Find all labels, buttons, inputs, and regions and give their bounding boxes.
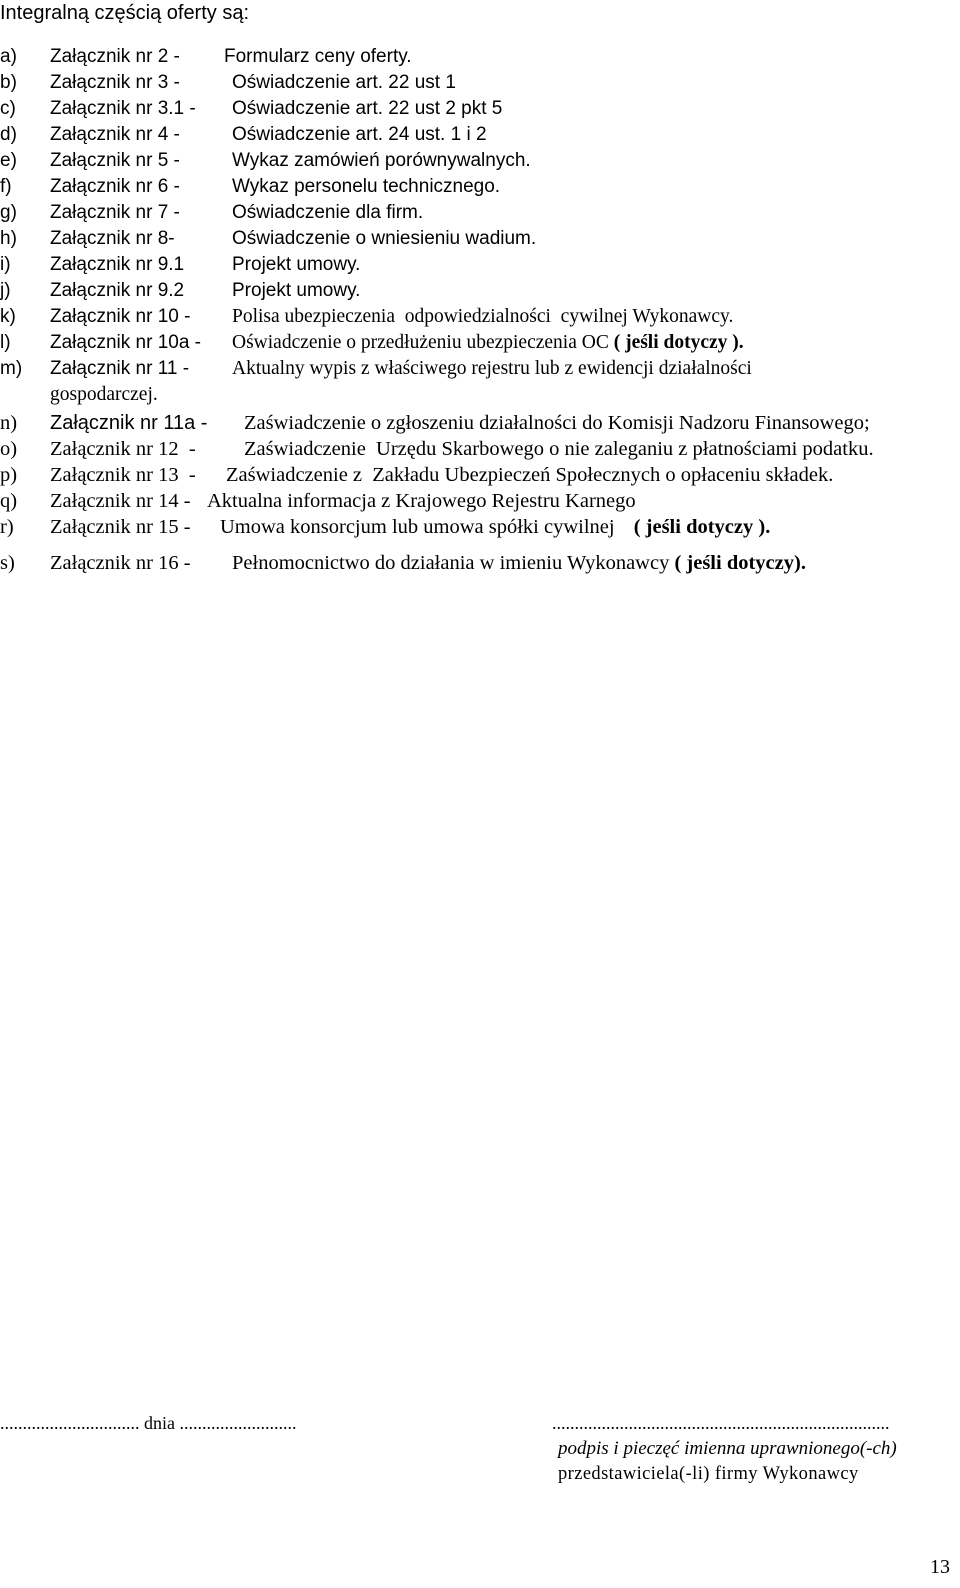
signature-line: ........................................................................... <box>552 1413 890 1433</box>
item-letter: c) <box>0 98 16 119</box>
item-letter: l) <box>0 332 11 353</box>
item-letter: a) <box>0 46 17 67</box>
item-letter: j) <box>0 280 11 301</box>
item-description: Polisa ubezpieczenia odpowiedzialności cywilnej Wykonawcy. <box>232 306 734 327</box>
item-label: Załącznik nr 10 - <box>50 306 191 327</box>
item-note: ( jeśli dotyczy). <box>674 552 806 574</box>
item-letter: r) <box>0 516 14 538</box>
item-label: Załącznik nr 3.1 - <box>50 98 196 119</box>
item-description: Umowa konsorcjum lub umowa spółki cywilnej <box>220 516 615 538</box>
item-description: Wykaz zamówień porównywalnych. <box>232 150 531 171</box>
item-description: Zaświadczenie o zgłoszeniu działalności do Komisji Nadzoru Finansowego; <box>244 412 870 434</box>
item-description: Oświadczenie o przedłużeniu ubezpieczenia OC <box>232 332 609 353</box>
item-label: Załącznik nr 5 - <box>50 150 180 171</box>
item-letter: n) <box>0 412 18 434</box>
item-description: Projekt umowy. <box>232 280 361 301</box>
item-label: Załącznik nr 14 - <box>50 490 191 512</box>
place-date-line: ............................... dnia .......................... <box>0 1413 297 1433</box>
page-number: 13 <box>930 1556 950 1578</box>
item-description: Formularz ceny oferty. <box>224 46 412 67</box>
signature-caption: podpis i pieczęć imienna uprawnionego(-ch) <box>558 1438 897 1459</box>
item-note: ( jeśli dotyczy ). <box>633 516 771 538</box>
item-label: Załącznik nr 8- <box>50 228 175 249</box>
signature-caption-representative: przedstawiciela(-li) firmy Wykonawcy <box>558 1464 859 1484</box>
item-description: Oświadczenie art. 22 ust 2 pkt 5 <box>232 98 503 119</box>
item-description: Oświadczenie dla firm. <box>232 202 424 223</box>
item-label: Załącznik nr 12 - <box>50 438 196 460</box>
item-label: Załącznik nr 7 - <box>50 202 180 223</box>
item-label: Załącznik nr 15 - <box>50 516 191 538</box>
item-label: Załącznik nr 9.1 <box>50 254 185 275</box>
item-letter: b) <box>0 72 17 93</box>
item-letter: e) <box>0 150 17 171</box>
item-label: Załącznik nr 11a - <box>50 412 208 434</box>
item-letter: d) <box>0 124 17 145</box>
item-description: Zaświadczenie Urzędu Skarbowego o nie zaleganiu z płatnościami podatku. <box>244 438 874 460</box>
item-letter: i) <box>0 254 11 275</box>
item-letter: p) <box>0 464 18 486</box>
item-label: Załącznik nr 10a - <box>50 332 202 353</box>
item-description: Oświadczenie art. 24 ust. 1 i 2 <box>232 124 487 145</box>
item-letter: m) <box>0 358 23 379</box>
item-label: Załącznik nr 11 - <box>50 358 190 379</box>
item-note: ( jeśli dotyczy ). <box>613 332 744 353</box>
item-description: Pełnomocnictwo do działania w imieniu Wykonawcy <box>232 552 670 574</box>
item-label: Załącznik nr 4 - <box>50 124 180 145</box>
item-letter: s) <box>0 552 15 574</box>
page-title: Integralną częścią oferty są: <box>0 2 250 24</box>
item-letter: h) <box>0 228 17 249</box>
item-description: Wykaz personelu technicznego. <box>232 176 501 197</box>
item-description: Oświadczenie art. 22 ust 1 <box>232 72 456 93</box>
item-letter: f) <box>0 176 12 197</box>
item-letter: o) <box>0 438 18 460</box>
item-label: Załącznik nr 2 - <box>50 46 180 67</box>
item-description: Oświadczenie o wniesieniu wadium. <box>232 228 537 249</box>
item-letter: g) <box>0 202 17 223</box>
item-description: Zaświadczenie z Zakładu Ubezpieczeń Społecznych o opłaceniu składek. <box>226 464 834 486</box>
item-letter: q) <box>0 490 18 512</box>
item-label: Załącznik nr 9.2 <box>50 280 185 301</box>
item-label: Załącznik nr 3 - <box>50 72 180 93</box>
item-description: Aktualny wypis z właściwego rejestru lub z ewidencji działalności <box>232 358 752 379</box>
item-label: Załącznik nr 16 - <box>50 552 191 574</box>
item-label: Załącznik nr 13 - <box>50 464 196 486</box>
item-label: Załącznik nr 6 - <box>50 176 180 197</box>
item-description: Aktualna informacja z Krajowego Rejestru Karnego <box>207 490 636 512</box>
item-letter: k) <box>0 306 16 327</box>
item-description: Projekt umowy. <box>232 254 361 275</box>
item-description-continued: gospodarczej. <box>50 384 158 405</box>
